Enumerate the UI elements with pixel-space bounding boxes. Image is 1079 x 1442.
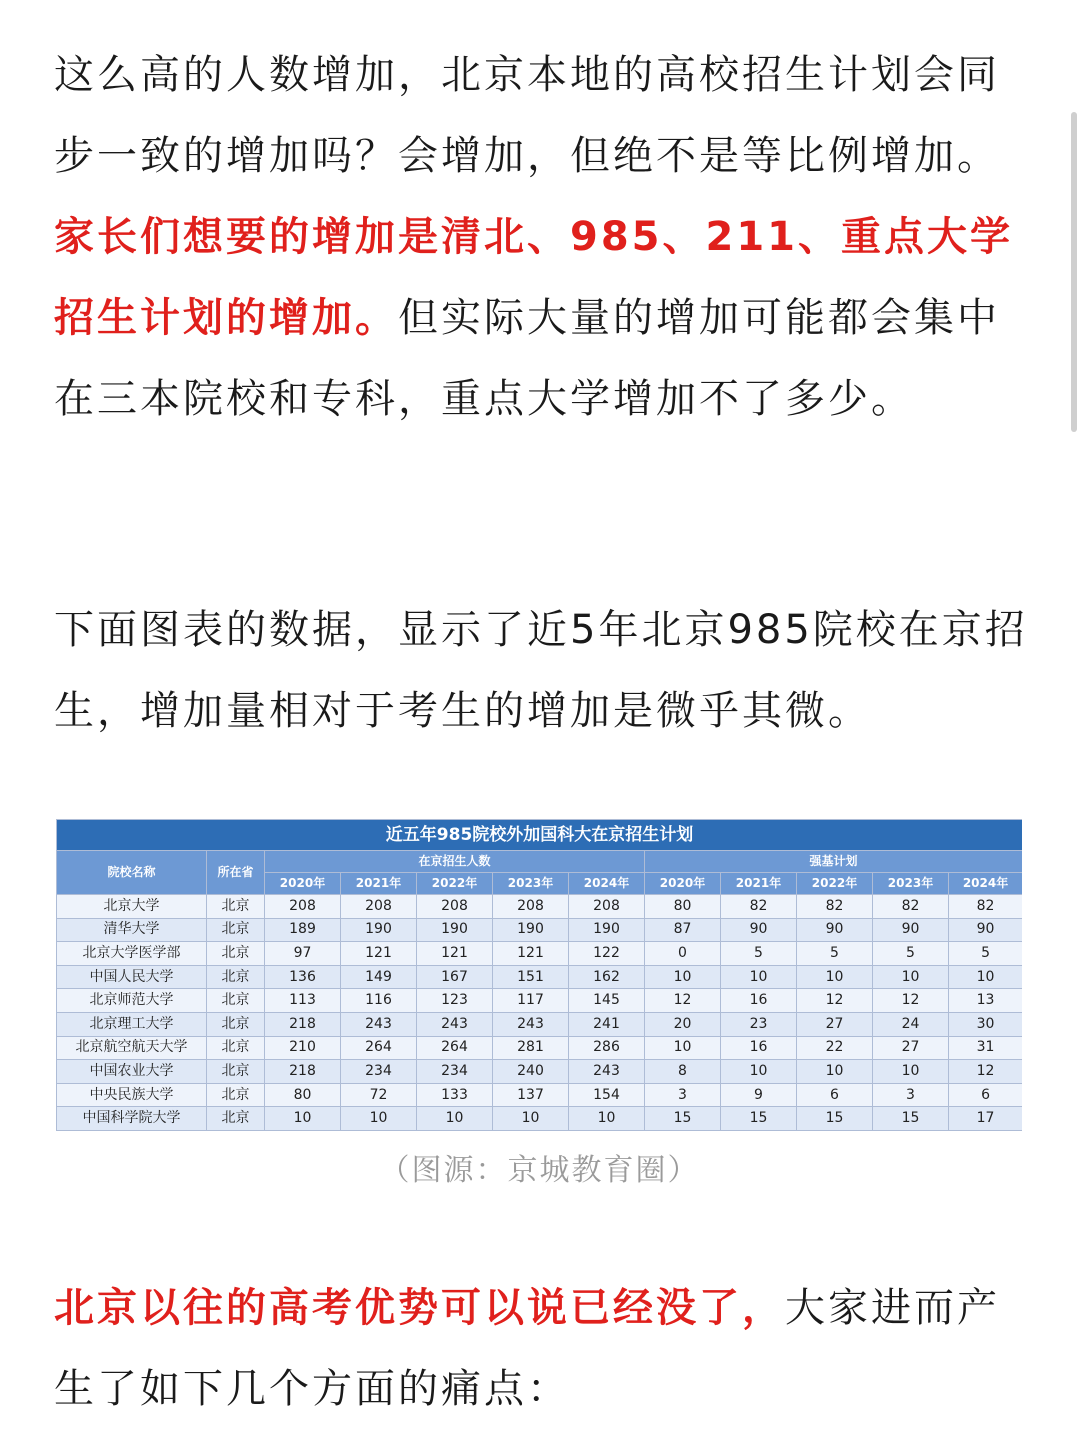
paragraph-3 xyxy=(54,1268,1029,1430)
image-caption: （图源：京城教育圈） xyxy=(379,1153,700,1188)
enrollment-table xyxy=(56,819,1022,1131)
enroll-count-cell: 154 xyxy=(569,1083,645,1107)
table-row xyxy=(57,965,1023,989)
qiangji-count-cell: 5 xyxy=(873,942,949,966)
enroll-count-cell: 234 xyxy=(341,1060,417,1084)
enroll-count-cell: 240 xyxy=(493,1060,569,1084)
header-qiangji-group: 强基计划 xyxy=(645,851,1023,873)
qiangji-count-cell: 12 xyxy=(645,989,721,1013)
enroll-count-cell: 243 xyxy=(569,1060,645,1084)
enroll-count-cell: 208 xyxy=(569,895,645,919)
paragraph-2: 下面图表的数据，显示了近5年北京985院校在京招生，增加量相对于考生的增加是微乎其微。 xyxy=(54,607,1028,734)
qiangji-count-cell: 16 xyxy=(721,1036,797,1060)
qiangji-count-cell: 82 xyxy=(721,895,797,919)
province-cell: 北京 xyxy=(207,989,265,1013)
qiangji-count-cell: 90 xyxy=(873,918,949,942)
school-name-cell: 北京理工大学 xyxy=(57,1012,207,1036)
qiangji-year-header: 2021年 xyxy=(721,873,797,895)
qiangji-count-cell: 10 xyxy=(645,965,721,989)
qiangji-count-cell: 82 xyxy=(873,895,949,919)
qiangji-count-cell: 10 xyxy=(949,965,1023,989)
qiangji-count-cell: 27 xyxy=(797,1012,873,1036)
qiangji-count-cell: 10 xyxy=(873,1060,949,1084)
qiangji-count-cell: 10 xyxy=(645,1036,721,1060)
qiangji-count-cell: 90 xyxy=(721,918,797,942)
enroll-count-cell: 208 xyxy=(341,895,417,919)
enroll-count-cell: 122 xyxy=(569,942,645,966)
school-name-cell: 中国科学院大学 xyxy=(57,1107,207,1131)
qiangji-count-cell: 12 xyxy=(873,989,949,1013)
qiangji-count-cell: 3 xyxy=(645,1083,721,1107)
province-cell: 北京 xyxy=(207,1012,265,1036)
enroll-count-cell: 117 xyxy=(493,989,569,1013)
qiangji-count-cell: 10 xyxy=(721,965,797,989)
qiangji-count-cell: 16 xyxy=(721,989,797,1013)
school-name-cell: 清华大学 xyxy=(57,918,207,942)
qiangji-count-cell: 6 xyxy=(949,1083,1023,1107)
qiangji-count-cell: 82 xyxy=(949,895,1023,919)
enroll-count-cell: 190 xyxy=(341,918,417,942)
qiangji-count-cell: 31 xyxy=(949,1036,1023,1060)
enroll-count-cell: 72 xyxy=(341,1083,417,1107)
enrollment-table-image xyxy=(56,819,1022,1131)
table-row xyxy=(57,942,1023,966)
enroll-count-cell: 264 xyxy=(417,1036,493,1060)
enroll-count-cell: 243 xyxy=(341,1012,417,1036)
enroll-count-cell: 208 xyxy=(265,895,341,919)
qiangji-count-cell: 30 xyxy=(949,1012,1023,1036)
qiangji-count-cell: 22 xyxy=(797,1036,873,1060)
qiangji-count-cell: 10 xyxy=(721,1060,797,1084)
qiangji-count-cell: 15 xyxy=(645,1107,721,1131)
qiangji-count-cell: 5 xyxy=(721,942,797,966)
enroll-count-cell: 10 xyxy=(569,1107,645,1131)
enroll-count-cell: 167 xyxy=(417,965,493,989)
enroll-count-cell: 286 xyxy=(569,1036,645,1060)
paragraph-1-highlight: 家长们想要的增加是清北、985、211、重点大学招生计划的增加。 xyxy=(54,214,1013,341)
enroll-count-cell: 190 xyxy=(493,918,569,942)
qiangji-count-cell: 82 xyxy=(797,895,873,919)
enroll-count-cell: 162 xyxy=(569,965,645,989)
enroll-count-cell: 241 xyxy=(569,1012,645,1036)
enroll-count-cell: 133 xyxy=(417,1083,493,1107)
qiangji-count-cell: 15 xyxy=(873,1107,949,1131)
enroll-count-cell: 10 xyxy=(341,1107,417,1131)
qiangji-count-cell: 10 xyxy=(873,965,949,989)
qiangji-count-cell: 5 xyxy=(797,942,873,966)
qiangji-count-cell: 9 xyxy=(721,1083,797,1107)
enroll-count-cell: 208 xyxy=(417,895,493,919)
paragraph-3-highlight: 北京以往的高考优势可以说已经没了， xyxy=(54,1285,785,1331)
enroll-count-cell: 121 xyxy=(417,942,493,966)
qiangji-count-cell: 12 xyxy=(949,1060,1023,1084)
paragraph-3-text: 大家进而产生了如下几个方面的痛点： xyxy=(54,1285,1000,1412)
enroll-count-cell: 145 xyxy=(569,989,645,1013)
qiangji-count-cell: 90 xyxy=(949,918,1023,942)
qiangji-year-header: 2022年 xyxy=(797,873,873,895)
school-name-cell: 北京大学医学部 xyxy=(57,942,207,966)
enroll-year-header: 2020年 xyxy=(265,873,341,895)
qiangji-count-cell: 20 xyxy=(645,1012,721,1036)
enroll-count-cell: 243 xyxy=(417,1012,493,1036)
qiangji-year-header: 2023年 xyxy=(873,873,949,895)
enroll-count-cell: 10 xyxy=(493,1107,569,1131)
school-name-cell: 北京航空航天大学 xyxy=(57,1036,207,1060)
enroll-count-cell: 234 xyxy=(417,1060,493,1084)
header-province: 所在省 xyxy=(207,851,265,895)
enroll-count-cell: 80 xyxy=(265,1083,341,1107)
paragraph-1-text-b: 但实际大量的增加可能都会集中在三本院校和专科，重点大学增加不了多少。 xyxy=(54,295,1000,422)
qiangji-count-cell: 8 xyxy=(645,1060,721,1084)
province-cell: 北京 xyxy=(207,965,265,989)
school-name-cell: 中央民族大学 xyxy=(57,1083,207,1107)
province-cell: 北京 xyxy=(207,1083,265,1107)
paragraph-1 xyxy=(54,35,1029,440)
school-name-cell: 中国农业大学 xyxy=(57,1060,207,1084)
enroll-count-cell: 10 xyxy=(417,1107,493,1131)
table-row xyxy=(57,1060,1023,1084)
enroll-year-header: 2024年 xyxy=(569,873,645,895)
enroll-count-cell: 189 xyxy=(265,918,341,942)
qiangji-count-cell: 24 xyxy=(873,1012,949,1036)
school-name-cell: 中国人民大学 xyxy=(57,965,207,989)
qiangji-count-cell: 12 xyxy=(797,989,873,1013)
qiangji-count-cell: 15 xyxy=(797,1107,873,1131)
province-cell: 北京 xyxy=(207,895,265,919)
enroll-count-cell: 116 xyxy=(341,989,417,1013)
qiangji-count-cell: 17 xyxy=(949,1107,1023,1131)
enroll-count-cell: 97 xyxy=(265,942,341,966)
enroll-year-header: 2023年 xyxy=(493,873,569,895)
paragraph-1-text-a: 这么高的人数增加，北京本地的高校招生计划会同步一致的增加吗？会增加，但绝不是等比例增加。 xyxy=(54,52,1000,179)
qiangji-count-cell: 0 xyxy=(645,942,721,966)
enroll-year-header: 2021年 xyxy=(341,873,417,895)
enroll-count-cell: 149 xyxy=(341,965,417,989)
table-body xyxy=(57,895,1023,1131)
enroll-count-cell: 218 xyxy=(265,1060,341,1084)
enroll-count-cell: 218 xyxy=(265,1012,341,1036)
school-name-cell: 北京大学 xyxy=(57,895,207,919)
qiangji-count-cell: 90 xyxy=(797,918,873,942)
enroll-count-cell: 208 xyxy=(493,895,569,919)
enroll-count-cell: 136 xyxy=(265,965,341,989)
enroll-count-cell: 190 xyxy=(417,918,493,942)
table-row xyxy=(57,895,1023,919)
enroll-count-cell: 210 xyxy=(265,1036,341,1060)
header-enroll-group: 在京招生人数 xyxy=(265,851,645,873)
enroll-count-cell: 281 xyxy=(493,1036,569,1060)
table-row xyxy=(57,989,1023,1013)
qiangji-year-header: 2020年 xyxy=(645,873,721,895)
province-cell: 北京 xyxy=(207,1036,265,1060)
header-school: 院校名称 xyxy=(57,851,207,895)
province-cell: 北京 xyxy=(207,942,265,966)
province-cell: 北京 xyxy=(207,918,265,942)
qiangji-count-cell: 10 xyxy=(797,965,873,989)
qiangji-count-cell: 80 xyxy=(645,895,721,919)
enroll-count-cell: 10 xyxy=(265,1107,341,1131)
enroll-count-cell: 121 xyxy=(493,942,569,966)
enroll-count-cell: 264 xyxy=(341,1036,417,1060)
qiangji-count-cell: 27 xyxy=(873,1036,949,1060)
table-row xyxy=(57,1083,1023,1107)
qiangji-count-cell: 6 xyxy=(797,1083,873,1107)
table-row xyxy=(57,1036,1023,1060)
qiangji-year-header: 2024年 xyxy=(949,873,1023,895)
enroll-count-cell: 243 xyxy=(493,1012,569,1036)
enroll-year-header: 2022年 xyxy=(417,873,493,895)
table-title: 近五年985院校外加国科大在京招生计划 xyxy=(57,820,1023,851)
enroll-count-cell: 113 xyxy=(265,989,341,1013)
qiangji-count-cell: 15 xyxy=(721,1107,797,1131)
enroll-count-cell: 190 xyxy=(569,918,645,942)
enroll-count-cell: 151 xyxy=(493,965,569,989)
qiangji-count-cell: 87 xyxy=(645,918,721,942)
province-cell: 北京 xyxy=(207,1060,265,1084)
qiangji-count-cell: 10 xyxy=(797,1060,873,1084)
enroll-count-cell: 121 xyxy=(341,942,417,966)
table-row xyxy=(57,918,1023,942)
qiangji-count-cell: 23 xyxy=(721,1012,797,1036)
scrollbar[interactable] xyxy=(1071,112,1077,432)
school-name-cell: 北京师范大学 xyxy=(57,989,207,1013)
qiangji-count-cell: 3 xyxy=(873,1083,949,1107)
enroll-count-cell: 123 xyxy=(417,989,493,1013)
qiangji-count-cell: 5 xyxy=(949,942,1023,966)
province-cell: 北京 xyxy=(207,1107,265,1131)
table-row xyxy=(57,1107,1023,1131)
qiangji-count-cell: 13 xyxy=(949,989,1023,1013)
enroll-count-cell: 137 xyxy=(493,1083,569,1107)
table-row xyxy=(57,1012,1023,1036)
